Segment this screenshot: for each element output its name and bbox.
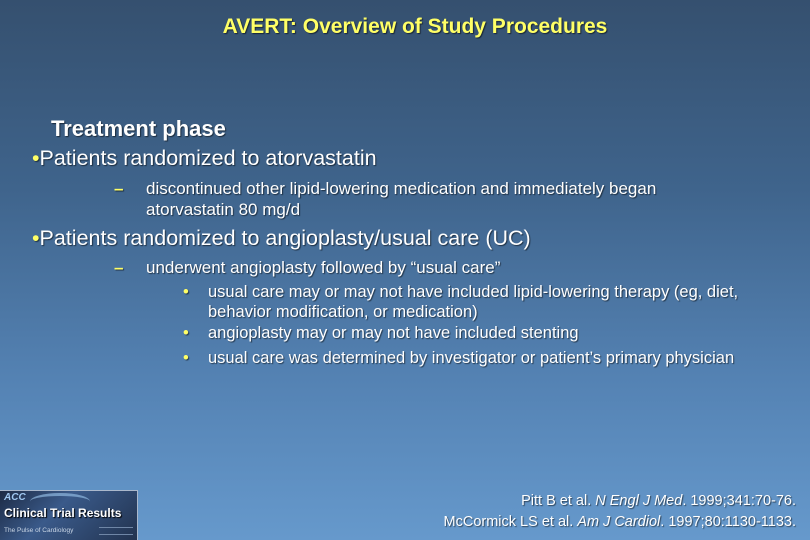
- logo-subtitle: The Pulse of Cardiology: [4, 527, 74, 534]
- bullet-dot-icon: •: [183, 324, 189, 342]
- logo-title: Clinical Trial Results: [4, 506, 122, 520]
- sub-subbullet-stenting: [183, 323, 748, 343]
- bullet-text: Patients randomized to atorvastatin: [39, 146, 377, 170]
- reference-authors: McCormick LS et al.: [443, 514, 578, 530]
- section-heading: Treatment phase: [51, 116, 226, 141]
- bullet-dot-icon: •: [32, 146, 40, 170]
- bullet-dot-icon: •: [183, 283, 189, 301]
- sub-subbullet-text: usual care may or may not have included lipid-lowering therapy (eg, diet, behavior modification, or medication): [208, 283, 739, 321]
- reference-1: [444, 491, 796, 512]
- clinical-trial-results-logo: [0, 490, 138, 540]
- reference-details: . 1997;80:1130-1133.: [660, 514, 796, 530]
- subbullet-underwent: [114, 257, 734, 278]
- bullet-text: Patients randomized to angioplasty/usual care (UC): [39, 226, 531, 250]
- subbullet-text: discontinued other lipid-lowering medication and immediately began atorvastatin 80 mg/d: [146, 179, 657, 219]
- subbullet-discontinued: [114, 178, 734, 220]
- sub-subbullet-determined: [183, 348, 738, 368]
- reference-2: [444, 512, 796, 533]
- bullet-atorvastatin: [32, 146, 377, 171]
- bullet-dot-icon: •: [183, 349, 189, 367]
- logo-bars-decoration: [99, 527, 133, 535]
- bullet-angioplasty: [32, 226, 531, 251]
- sub-subbullet-usual-care: [183, 282, 748, 322]
- reference-journal: Am J Cardiol: [577, 514, 661, 530]
- sub-subbullet-text: angioplasty may or may not have included stenting: [208, 324, 579, 342]
- acc-logo-mark: ACC: [4, 492, 26, 503]
- dash-icon: –: [114, 179, 124, 198]
- slide-title: AVERT: Overview of Study Procedures: [222, 15, 608, 38]
- references: [444, 491, 796, 533]
- reference-details: . 1999;341:70-76.: [682, 493, 796, 509]
- bullet-dot-icon: •: [32, 226, 40, 250]
- subbullet-text: underwent angioplasty followed by “usual care”: [146, 258, 501, 277]
- sub-subbullet-text: usual care was determined by investigator or patient’s primary physician: [208, 349, 735, 367]
- reference-journal: N Engl J Med: [595, 493, 683, 509]
- reference-authors: Pitt B et al.: [521, 493, 596, 509]
- dash-icon: –: [114, 258, 124, 277]
